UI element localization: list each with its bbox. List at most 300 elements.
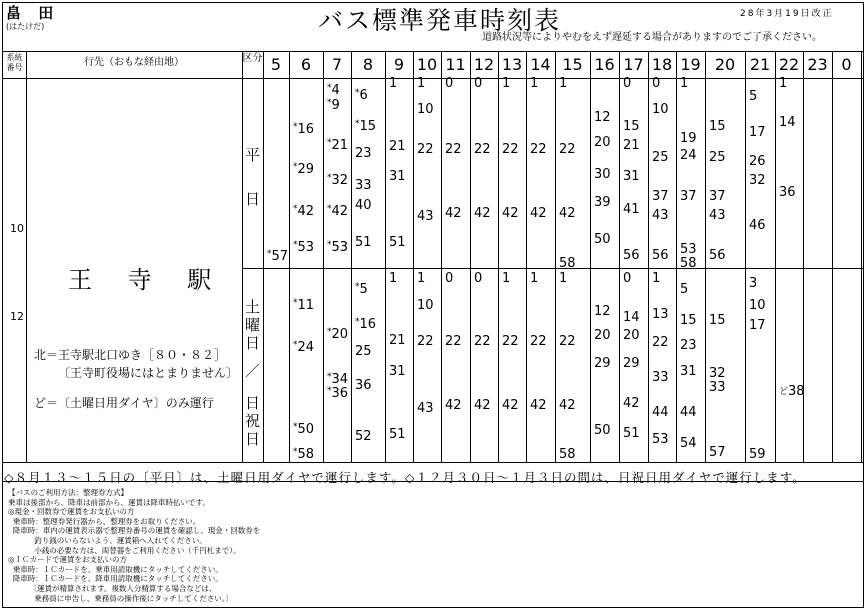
hour-label-6: 6: [300, 55, 312, 74]
minute-value: 5: [359, 282, 368, 297]
minute-value: 0: [445, 76, 454, 91]
minute-value: 10: [749, 298, 766, 313]
weekday-minute: [327, 240, 348, 255]
minute-value: 19: [680, 131, 697, 146]
weekend-minute: [749, 318, 766, 333]
minute-value: 20: [623, 328, 640, 343]
daytype-weekend-5: 日: [244, 394, 260, 412]
weekday-minute: [559, 206, 576, 221]
minute-value: 24: [680, 148, 697, 163]
weekend-minute: [749, 447, 766, 462]
weekday-minute: [327, 204, 348, 219]
usage-instructions: [8, 488, 260, 603]
grid-vline: [441, 51, 442, 462]
weekday-minute: [623, 119, 640, 134]
weekday-minute: [749, 218, 766, 233]
weekday-minute: [680, 256, 697, 271]
minute-value: 0: [623, 271, 632, 286]
hour-label-23: 23: [807, 55, 828, 74]
weekday-minute: [559, 142, 576, 157]
weekday-minute: [355, 119, 376, 134]
weekday-minute: [559, 76, 567, 91]
usage-line: 【バスのご利用方法：整理券方式】: [8, 488, 128, 497]
weekend-minute: [709, 380, 726, 395]
hour-label-17: 17: [623, 55, 644, 74]
note-saturday-only: ど＝〔土曜日用ダイヤ〕のみ運行: [34, 396, 214, 410]
weekday-minute: [502, 206, 519, 221]
minute-value: 42: [474, 206, 491, 221]
minute-value: 5: [749, 89, 758, 104]
minute-prefix: *: [355, 88, 360, 98]
weekday-minute: [709, 248, 726, 263]
minute-value: 36: [779, 185, 796, 200]
daytype-weekday-2: 日: [244, 190, 260, 208]
weekday-minute: [680, 189, 697, 204]
minute-value: 15: [359, 119, 377, 134]
minute-value: 42: [331, 204, 349, 219]
minute-value: 51: [355, 235, 372, 250]
minute-value: 23: [680, 338, 697, 353]
weekend-minute: [680, 405, 697, 420]
minute-value: 33: [709, 380, 726, 395]
minute-value: 31: [680, 364, 697, 379]
minute-value: 26: [749, 154, 766, 169]
weekend-minute: [623, 426, 640, 441]
minute-value: 58: [680, 256, 697, 271]
delay-notice: 道路状況等によりやむをえず遅延する場合がありますのでご了承ください。: [482, 32, 822, 43]
weekday-minute: [559, 256, 576, 271]
weekend-minute: [327, 327, 348, 342]
weekday-minute: [355, 88, 368, 103]
minute-value: 56: [623, 248, 640, 263]
weekend-minute: [709, 313, 726, 328]
minute-value: 53: [331, 240, 349, 255]
weekend-minute: [293, 298, 314, 313]
minute-value: 22: [445, 334, 462, 349]
minute-value: 31: [623, 169, 640, 184]
weekday-minute: [502, 76, 510, 91]
weekday-minute: [680, 76, 688, 91]
weekday-minute: [749, 154, 766, 169]
minute-prefix: *: [327, 372, 332, 382]
minute-value: 42: [559, 206, 576, 221]
grid-vline: [705, 51, 706, 462]
minute-value: 4: [331, 83, 340, 98]
grid-hline: [2, 462, 864, 463]
minute-value: 21: [389, 139, 406, 154]
usage-line: 乗車時：整理券発行器から、整理券をお取りください。: [8, 516, 201, 526]
weekend-minute: [594, 304, 611, 319]
weekend-minute: [355, 344, 372, 359]
hour-label-19: 19: [680, 55, 701, 74]
minute-value: 25: [652, 150, 669, 165]
minute-value: 22: [502, 334, 519, 349]
minute-prefix: *: [293, 162, 298, 172]
minute-value: 3: [749, 276, 758, 291]
weekend-minute: [559, 334, 576, 349]
minute-value: 22: [417, 334, 434, 349]
hour-label-8: 8: [362, 55, 374, 74]
daytype-weekday-1: 平: [244, 146, 260, 164]
minute-value: 42: [502, 206, 519, 221]
minute-value: 13: [652, 307, 669, 322]
minute-value: 20: [331, 327, 349, 342]
minute-value: 1: [652, 271, 661, 286]
daytype-weekend-1: 土: [244, 298, 260, 316]
hour-label-15: 15: [562, 55, 583, 74]
weekend-minute: [417, 271, 425, 286]
weekday-minute: [594, 110, 611, 125]
weekday-minute: [749, 125, 766, 140]
weekend-minute: [623, 310, 640, 325]
minute-value: 15: [709, 119, 726, 134]
weekday-minute: [652, 248, 669, 263]
weekend-minute: [474, 398, 491, 413]
weekend-minute: [445, 271, 453, 286]
weekday-minute: [417, 102, 434, 117]
weekday-minute: [474, 142, 491, 157]
weekend-minute: [502, 398, 519, 413]
weekday-minute: [474, 76, 482, 91]
minute-value: 0: [474, 76, 483, 91]
minute-prefix: *: [355, 119, 360, 129]
weekday-minute: [502, 142, 519, 157]
grid-vline: [413, 51, 414, 462]
minute-value: 52: [355, 429, 372, 444]
weekend-minute: [623, 271, 631, 286]
weekend-minute: [293, 340, 314, 355]
weekday-minute: [530, 206, 547, 221]
minute-value: 1: [389, 271, 398, 286]
minute-value: 1: [559, 76, 568, 91]
weekday-minute: [389, 139, 406, 154]
weekend-minute: [502, 271, 510, 286]
minute-value: 51: [389, 235, 406, 250]
minute-value: 42: [530, 206, 547, 221]
minute-value: 1: [417, 76, 426, 91]
minute-value: 42: [559, 398, 576, 413]
minute-value: 42: [297, 204, 315, 219]
minute-value: 0: [445, 271, 454, 286]
weekday-minute: [389, 76, 397, 91]
daytype-weekend-2: 曜: [244, 316, 260, 334]
weekday-minute: [652, 102, 669, 117]
grid-hline: [242, 268, 864, 269]
weekend-minute: [623, 396, 640, 411]
weekend-minute: [417, 401, 434, 416]
weekend-minute: [445, 334, 462, 349]
hour-label-16: 16: [594, 55, 615, 74]
minute-value: 42: [445, 398, 462, 413]
minute-value: 43: [417, 401, 434, 416]
weekend-minute: [355, 429, 372, 444]
minute-value: 17: [749, 125, 766, 140]
grid-vline: [619, 51, 620, 462]
minute-value: 1: [389, 76, 398, 91]
weekend-minute: [389, 427, 406, 442]
grid-vline: [832, 51, 833, 462]
minute-value: 46: [749, 218, 766, 233]
weekday-minute: [623, 202, 640, 217]
weekday-minute: [355, 235, 372, 250]
usage-line: 降車時：車内の運賃表示器で整理券番号の運賃を確認し、現金・回数券を: [8, 526, 261, 536]
weekend-minute: [652, 335, 669, 350]
hour-label-22: 22: [778, 55, 800, 74]
grid-hline: [2, 78, 864, 79]
usage-line: 乗務員に申告し、乗務員の操作後にタッチしてください。〕: [8, 593, 233, 603]
minute-value: 16: [359, 317, 377, 332]
minute-value: 51: [623, 426, 640, 441]
grid-vline: [803, 51, 804, 462]
revision-date: 28年3月19日改正: [740, 9, 834, 19]
weekday-minute: [293, 122, 314, 137]
minute-value: 39: [594, 195, 611, 210]
grid-vline: [590, 51, 591, 462]
hour-label-9: 9: [393, 55, 405, 74]
minute-value: 21: [389, 333, 406, 348]
weekend-minute: [293, 447, 314, 462]
daytype-weekend-3: 日: [244, 334, 260, 352]
weekday-minute: [680, 131, 697, 146]
minute-value: 22: [474, 142, 491, 157]
minute-value: 44: [680, 405, 697, 420]
hour-label-12: 12: [473, 55, 495, 74]
weekday-minute: [652, 189, 669, 204]
minute-value: 1: [680, 76, 689, 91]
grid-vline: [385, 51, 386, 462]
hour-label-10: 10: [416, 55, 438, 74]
minute-value: 9: [331, 98, 340, 113]
minute-value: 20: [594, 328, 611, 343]
weekend-minute: [327, 386, 348, 401]
weekend-minute: [355, 378, 372, 393]
weekday-minute: [327, 83, 340, 98]
weekend-minute: [389, 271, 397, 286]
minute-value: 31: [389, 169, 406, 184]
minute-value: 22: [559, 334, 576, 349]
weekday-minute: [709, 208, 726, 223]
grid-hline: [2, 51, 864, 52]
minute-prefix: *: [327, 240, 332, 250]
minute-value: 54: [680, 436, 697, 451]
minute-value: 34: [331, 372, 349, 387]
weekend-minute: [530, 271, 538, 286]
grid-vline: [242, 51, 243, 462]
minute-prefix: *: [293, 422, 298, 432]
weekend-minute: [559, 271, 567, 286]
weekday-minute: [293, 240, 314, 255]
minute-value: 42: [502, 398, 519, 413]
minute-value: 22: [530, 142, 547, 157]
grid-vline: [526, 51, 527, 462]
weekday-minute: [530, 142, 547, 157]
minute-prefix: *: [293, 240, 298, 250]
weekday-minute: [779, 76, 787, 91]
minute-value: 14: [623, 310, 640, 325]
weekday-minute: [327, 138, 348, 153]
daytype-weekend-6: 祝: [244, 412, 260, 430]
weekend-minute: [652, 432, 669, 447]
destination-header: 行先（おもな経由地）: [84, 57, 184, 68]
hour-label-18: 18: [651, 55, 673, 74]
minute-value: 29: [623, 356, 640, 371]
minute-value: 10: [652, 102, 669, 117]
weekend-minute: [445, 398, 462, 413]
minute-value: 36: [331, 386, 349, 401]
minute-value: 29: [594, 356, 611, 371]
weekend-minute: [680, 313, 697, 328]
minute-value: 36: [355, 378, 372, 393]
grid-vline: [676, 51, 677, 462]
page-title: バス標準発車時刻表: [318, 6, 562, 35]
minute-prefix: *: [355, 317, 360, 327]
minute-value: 37: [680, 189, 697, 204]
weekend-minute: [559, 447, 576, 462]
weekend-minute: [652, 271, 660, 286]
weekday-minute: [779, 115, 796, 130]
grid-vline: [861, 51, 862, 462]
weekday-minute: [389, 169, 406, 184]
minute-value: 58: [559, 256, 576, 271]
minute-value: 22: [445, 142, 462, 157]
minute-value: 1: [502, 271, 511, 286]
minute-value: 43: [709, 208, 726, 223]
grid-vline: [498, 51, 499, 462]
weekday-minute: [445, 142, 462, 157]
weekday-minute: [680, 242, 697, 257]
minute-value: 50: [594, 232, 611, 247]
holiday-notice: ◇８月１３～１５日の〔平日〕は、土曜日用ダイヤで運行します。◇１２月３０日～１月３日の間は、日祝日用ダイヤで運行します。: [4, 470, 806, 485]
weekend-minute: [417, 334, 434, 349]
usage-line: 釣り銭のいらないよう、運賃箱へ入れてください。: [8, 535, 207, 545]
minute-value: 40: [355, 198, 372, 213]
minute-prefix: *: [293, 447, 298, 457]
weekend-minute: [652, 307, 669, 322]
weekend-minute: [680, 338, 697, 353]
weekday-minute: [623, 169, 640, 184]
minute-value: 0: [652, 76, 661, 91]
usage-line: 〔運賃が精算されます。複数人分精算する場合などは、: [8, 583, 217, 593]
minute-prefix: *: [327, 204, 332, 214]
minute-prefix: ど: [779, 387, 789, 397]
minute-value: 0: [474, 271, 483, 286]
minute-value: 42: [474, 398, 491, 413]
minute-value: 42: [530, 398, 547, 413]
minute-value: 10: [417, 298, 434, 313]
grid-vline: [323, 51, 324, 462]
usage-line: ◎現金・回数券で運賃をお支払いの方: [8, 507, 135, 517]
minute-value: 42: [445, 206, 462, 221]
minute-value: 25: [709, 150, 726, 165]
weekend-minute: [530, 398, 547, 413]
weekday-minute: [709, 189, 726, 204]
weekend-minute: [623, 328, 640, 343]
minute-prefix: *: [293, 122, 298, 132]
grid-vline: [745, 51, 746, 462]
minute-value: 21: [623, 138, 640, 153]
minute-value: 50: [297, 422, 315, 437]
weekday-minute: [623, 138, 640, 153]
minute-value: 58: [559, 447, 576, 462]
minute-value: 24: [297, 340, 315, 355]
weekend-minute: [474, 334, 491, 349]
minute-value: 30: [594, 167, 611, 182]
hour-label-14: 14: [530, 55, 551, 74]
minute-value: 1: [559, 271, 568, 286]
minute-value: 25: [355, 344, 372, 359]
weekend-minute: [749, 276, 757, 291]
weekday-minute: [355, 146, 372, 161]
hour-label-21: 21: [749, 55, 771, 74]
minute-value: 1: [530, 271, 539, 286]
weekday-minute: [652, 150, 669, 165]
minute-value: 22: [474, 334, 491, 349]
minute-prefix: *: [327, 173, 332, 183]
weekend-minute: [594, 328, 611, 343]
weekend-minute: [652, 405, 669, 420]
minute-prefix: *: [267, 249, 272, 259]
weekday-minute: [417, 142, 434, 157]
grid-vline: [26, 51, 27, 462]
minute-value: 6: [359, 88, 368, 103]
weekend-minute: [709, 445, 726, 460]
minute-value: 16: [297, 122, 315, 137]
minute-value: 1: [779, 76, 788, 91]
day-type-header: 区分: [242, 53, 263, 64]
minute-value: 17: [749, 318, 766, 333]
usage-line: 小銭の必要な方は、両替器をご利用ください（千円札まで）。: [8, 545, 241, 555]
weekday-minute: [623, 248, 640, 263]
weekend-minute: [680, 436, 697, 451]
minute-value: 56: [652, 248, 669, 263]
minute-value: 50: [594, 423, 611, 438]
usage-line: ◎ＩＣカードで運賃をお支払いの方: [8, 555, 128, 565]
minute-value: 42: [623, 396, 640, 411]
hour-label-20: 20: [714, 55, 736, 74]
minute-prefix: *: [355, 282, 360, 292]
usage-line: 乗車時：ＩＣカードを、乗車用読取機にタッチしてください。: [8, 564, 223, 574]
weekday-minute: [355, 198, 372, 213]
grid-vline: [775, 51, 776, 462]
weekend-minute: [749, 298, 766, 313]
destination-station: 王 寺 駅: [68, 266, 226, 294]
minute-prefix: *: [327, 98, 332, 108]
grid-vline: [351, 51, 352, 462]
minute-value: 5: [680, 282, 689, 297]
weekday-minute: [594, 232, 611, 247]
minute-prefix: *: [327, 83, 332, 93]
weekend-minute: [530, 334, 547, 349]
minute-value: 41: [623, 202, 640, 217]
minute-value: 15: [709, 313, 726, 328]
weekend-minute: [709, 366, 726, 381]
weekend-minute: [652, 370, 669, 385]
weekend-minute: [355, 282, 368, 297]
weekend-minute: [594, 423, 611, 438]
weekday-minute: [594, 167, 611, 182]
route-number-12: 12: [10, 310, 24, 323]
minute-value: 12: [594, 304, 611, 319]
minute-value: 12: [594, 110, 611, 125]
minute-prefix: *: [327, 327, 332, 337]
minute-value: 15: [680, 313, 697, 328]
weekday-minute: [709, 119, 726, 134]
note-north-exit: 北＝王寺駅北口ゆき［８０・８２］: [34, 348, 227, 362]
minute-value: 53: [652, 432, 669, 447]
minute-value: 0: [623, 76, 632, 91]
weekday-minute: [474, 206, 491, 221]
weekend-minute: [355, 317, 376, 332]
